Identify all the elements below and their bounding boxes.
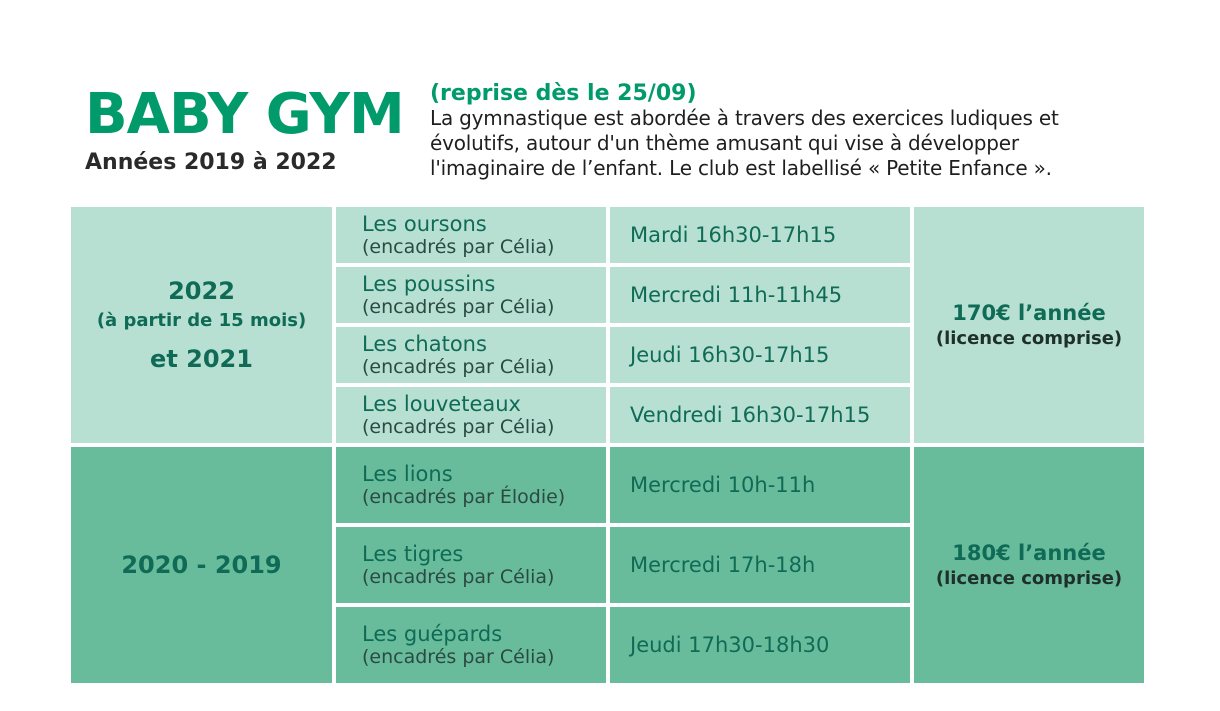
session-time: Mercredi 17h-18h [610,527,910,603]
group-name: Les tigres [362,541,464,566]
reprise-date: (reprise dès le 25/09) [430,81,697,106]
group-name: Les oursons [362,211,487,236]
group-name: Les poussins [362,271,496,296]
age-year: 2022 [168,277,235,305]
group-louveteaux [336,387,606,443]
session-time: Vendredi 16h30-17h15 [610,387,910,443]
age-note: (à partir de 15 mois) [96,310,307,331]
age-group-2020-2019 [71,447,332,683]
price-amount: 170€ l’année [952,301,1106,325]
group-coach: (encadrés par Célia) [362,355,555,378]
price-amount: 180€ l’année [952,541,1106,565]
price-2022-2021 [914,207,1144,443]
group-coach: (encadrés par Célia) [362,565,555,588]
group-name: Les lions [362,461,453,486]
session-time: Mardi 16h30-17h15 [610,207,910,263]
session-time: Mercredi 11h-11h45 [610,267,910,323]
price-note: (licence comprise) [935,568,1123,589]
description-line: La gymnastique est abordée à travers des exercices ludiques et [430,106,1059,130]
description-line: évolutifs, autour d'un thème amusant qui vise à développer [430,131,1019,155]
description-line: l'imaginaire de l’enfant. Le club est labellisé « Petite Enfance ». [430,156,1052,180]
group-coach: (encadrés par Célia) [362,645,555,668]
group-oursons [336,207,606,263]
group-coach: (encadrés par Célia) [362,415,555,438]
age-year: et 2021 [150,345,253,373]
price-2020-2019 [914,447,1144,683]
session-time: Jeudi 17h30-18h30 [610,607,910,683]
group-tigres [336,527,606,603]
description [430,106,1130,181]
group-lions [336,447,606,523]
group-poussins [336,267,606,323]
group-coach: (encadrés par Célia) [362,235,555,258]
group-name: Les louveteaux [362,391,521,416]
group-coach: (encadrés par Élodie) [362,485,566,508]
price-note: (licence comprise) [935,328,1123,349]
age-year: 2020 - 2019 [121,551,282,579]
group-chatons [336,327,606,383]
group-guepards [336,607,606,683]
years-subtitle: Années 2019 à 2022 [85,150,337,175]
group-name: Les chatons [362,331,487,356]
page-title: BABY GYM [85,82,404,147]
session-time: Mercredi 10h-11h [610,447,910,523]
group-name: Les guépards [362,621,503,646]
age-group-2022-2021 [71,207,332,443]
schedule-table [71,207,1144,675]
group-coach: (encadrés par Célia) [362,295,555,318]
session-time: Jeudi 16h30-17h15 [610,327,910,383]
